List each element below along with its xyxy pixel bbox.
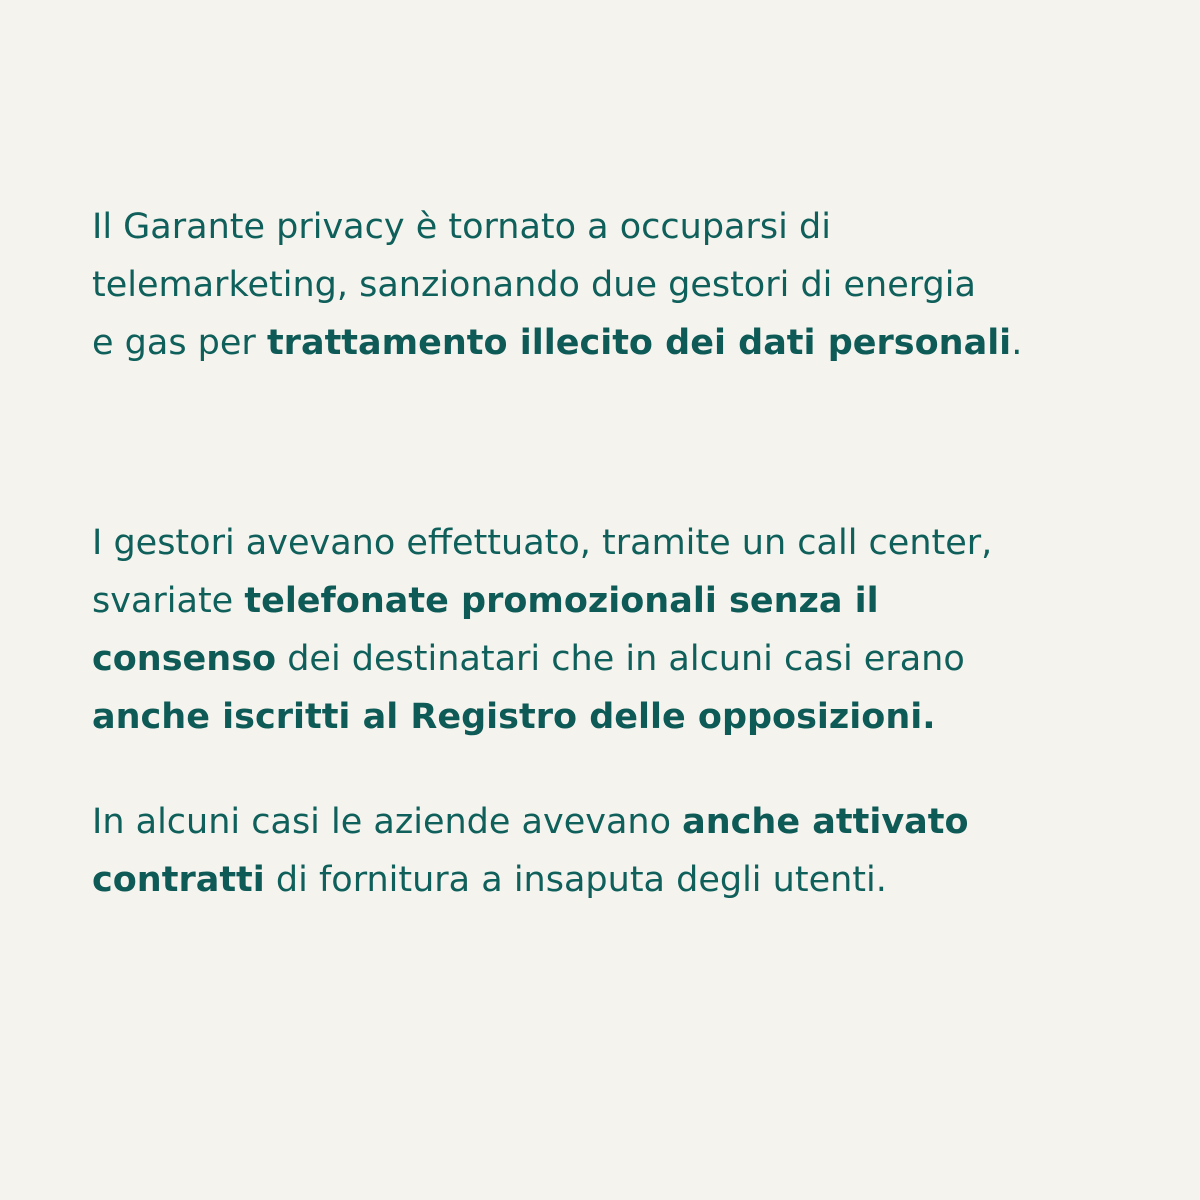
text-segment: e gas per <box>92 323 267 363</box>
bold-text-segment: telefonate promozionali senza il <box>244 581 879 621</box>
paragraph-intro <box>92 198 1122 372</box>
bold-text-segment: anche iscritti al Registro delle opposizioni. <box>92 697 936 737</box>
paragraph-contracts <box>92 793 1122 909</box>
bold-text-segment: contratti <box>92 860 265 900</box>
text-segment: dei destinatari che in alcuni casi erano <box>276 639 965 679</box>
text-segment: Il Garante privacy è tornato a occuparsi di <box>92 207 831 247</box>
bold-text-segment: consenso <box>92 639 277 679</box>
text-segment: In alcuni casi le aziende avevano <box>92 802 683 842</box>
bold-text-segment: anche attivato <box>682 802 969 842</box>
text-segment: . <box>1011 323 1023 363</box>
paragraph-details <box>92 514 1122 746</box>
text-segment: di fornitura a insaputa degli utenti. <box>264 860 887 900</box>
text-segment: svariate <box>92 581 245 621</box>
text-segment: telemarketing, sanzionando due gestori di energia <box>92 265 976 305</box>
text-segment: I gestori avevano effettuato, tramite un call center, <box>92 523 993 563</box>
bold-text-segment: trattamento illecito dei dati personali <box>266 323 1012 363</box>
